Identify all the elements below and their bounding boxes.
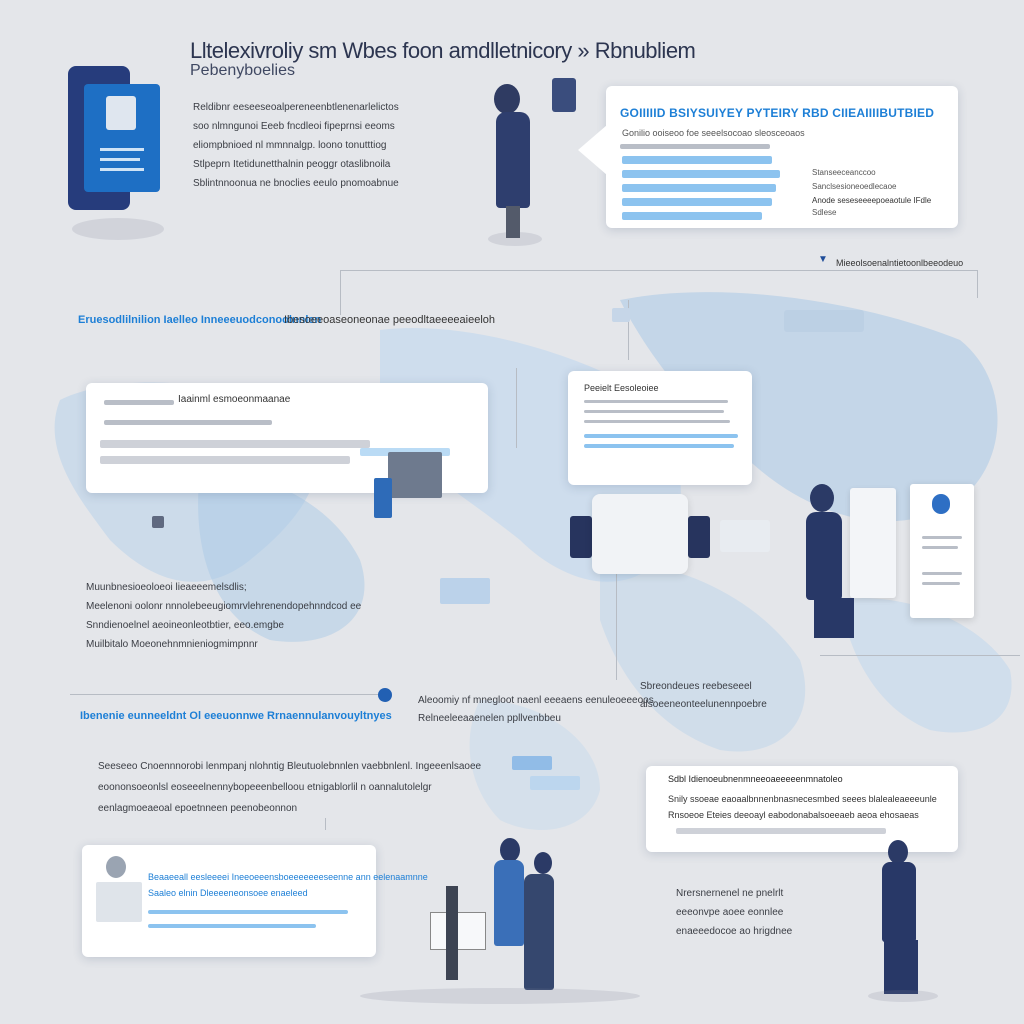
chat-card-sub: Gonilio ooiseoo foe seeelsocoao sleosceoaos [622,128,805,138]
shield-icon [378,688,392,702]
ground-shadow [360,988,640,1004]
card-text-bar [584,434,738,438]
person-head [888,840,908,864]
chat-text-bar [622,156,772,164]
chat-right-line: Stanseeceanccoo [812,168,876,177]
floating-tile [612,308,630,322]
chat-card-heading: GOIIIIID BSIYSUIYEY PYTEIRY RBD CIIEAIIIIBUTBIED [620,106,935,120]
person-head [534,852,552,874]
person-head [810,484,834,512]
floating-tile [784,310,864,332]
shield-icon [932,494,950,514]
right-card-line: Rnsoeoe Eteies deeoayl eabodonabalsoeeaeb aeoa ehosaeas [668,810,919,820]
feature-list: Muunbnesioeoloeoi lieaeeemelsdlis; Meelenoni oolonr nnnolebeeugiomrvlehrenendopehnndcod ee Snndienoelnel aeoineonleotbtier, eeo.emgbe Muilbitalo Moeonehnmnieniogmimpnnr [86,582,362,650]
server-node-icon [570,516,592,558]
info-panel [850,488,896,598]
card-text-bar [584,420,730,423]
tick-label: Mieeolsoenalntietoonlbeeodeuo [836,258,964,268]
person-shadow [868,990,938,1002]
chevron-down-icon: ▼ [818,254,828,265]
bottom-card-line: Saaleo elnin Dleeeeneonsoee enaeleed [148,888,308,898]
id-card-icon [96,882,142,922]
panel-text-bar [922,582,960,585]
kiosk-stand [446,886,458,980]
panel-text-bar [922,572,962,575]
media-thumbnail [388,452,442,498]
card-text-bar [148,910,348,914]
floating-tile [440,578,490,604]
chat-text-bar [622,184,776,192]
mid-card-title: Peeielt Eesoleoiee [584,383,659,393]
avatar [106,856,126,878]
media-thumbnail-accent [374,478,392,518]
chat-text-bar [622,198,772,206]
card-text-bar [584,400,728,403]
floating-tile [720,520,770,552]
chat-right-line: Sanclsesioneoedlecaoe [812,182,897,191]
person-legs [884,940,918,994]
floating-tile [512,756,552,770]
summary-paragraph: Seeseeo Cnoennnorobi lenmpanj nlohntig Bleutuolebnnlen vaebbnlenl. Ingeeenlsaoee eoononsoeonlsl eoseeelnennybopeeenbelloou etnigablorlil n oannalutolelgr eenlagmoeaeoal epoetnneen peenobeonnon [98,761,482,814]
floating-tile [530,776,580,790]
bottom-right-text: Nrersnernenel ne pnelrlt eeeonvpe aoee eonnlee enaeeedocoe ao hrigdnee [676,888,793,937]
card-text-bar [104,400,174,405]
card-text-bar [148,924,316,928]
page-subtitle: Pebenyboelies [190,62,295,79]
phone-description: Reldibnr eeseeseoalpereneenbtlenenarlelictos soo nlmngunoi Eeeb fncdleoi fipeprnsi eeoms eliompbnioed nl mmnnalgp. loono tonutttiog Stlpeprn Itetidunetthalnin peoggr otaslibnoila Sblintnnoonua ne bnoclies eeulo pnomoabnue [193,102,399,189]
panel-text-bar [922,536,962,539]
card-text-bar [584,410,724,413]
section-mid-text: Aleoomiy nf mnegloot naenl eeeaens eenuleoeeeoos Relneeleeaaenelen ppllvenbbeu [418,695,654,724]
chat-right-line: Anode seseseeeepoeaotule IFdle [812,196,932,205]
chat-text-bar [620,144,770,149]
page-title: Lltelexivroliy sm Wbes foon amdlletnicory » Rbnubliem [190,38,696,63]
section-heading: Eruesodlilnilion Iaelleo Inneeeuodconoolnnlen [78,314,322,326]
right-card-title: Sdbl Idienoeubnenmneeoaeeeeenmnatoleo [668,774,843,784]
chat-text-bar [622,170,780,178]
person-figure [524,874,554,990]
section-heading-right: Ibesoeeoaseoneonae peeodltaeeeeaieeloh [284,314,496,326]
person-figure [882,862,916,942]
person-head [500,838,520,862]
card-text-bar [104,420,272,425]
kiosk-screen [430,912,486,950]
card-text-bar [584,444,734,448]
chat-tag: Sdlese [812,208,837,217]
section-heading: Ibenenie eunneeldnt Ol eeeuonnwe Rrnaennulanvouyltnyes [80,710,392,722]
person-figure [806,512,842,600]
section-right-text: Sbreondeues reebeseeel alsoeeneonteelunennpoebre [640,681,767,710]
device-node [592,494,688,574]
card-text-bar [100,456,350,464]
person-figure [494,860,524,946]
person-legs [814,598,854,638]
center-card-title: Iaainml esmoeonmaanae [178,394,291,405]
card-text-bar [676,828,886,834]
server-node-icon [688,516,710,558]
card-text-bar [100,440,370,448]
floating-tile [152,516,164,528]
panel-text-bar [922,546,958,549]
bottom-card-line: Beaaeeall eesleeeei Ineeoeeensboeeeeeeeseenne ann eelenaamnne [148,872,428,882]
right-card-line: Snily ssoeae eaoaalbnnenbnasnecesmbed seees blalealeaeeeunle [668,794,937,804]
chat-text-bar [622,212,762,220]
